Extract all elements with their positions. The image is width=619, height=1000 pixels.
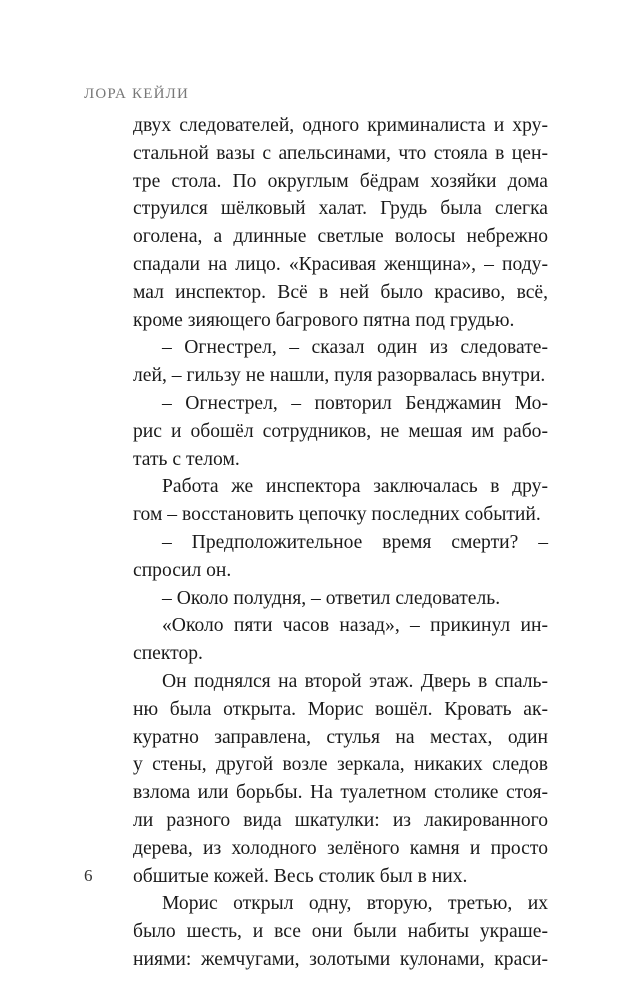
text-line: рис и обошёл сотрудников, не мешая им рабо-: [133, 420, 548, 442]
running-head-author: ЛОРА КЕЙЛИ: [84, 86, 190, 102]
text-line: «Около пяти часов назад», – прикинул ин-: [162, 615, 548, 637]
text-line: – Огнестрел, – сказал один из следовате-: [162, 337, 548, 359]
text-line: – Около полудня, – ответил следователь.: [162, 587, 501, 609]
text-line: двух следователей, одного криминалиста и хру-: [133, 115, 548, 136]
text-line: струился шёлковый халат. Грудь была слегка: [133, 198, 548, 220]
text-line: кроме зияющего багрового пятна под грудью.: [133, 309, 515, 331]
text-line: стальной вазы с апельсинами, что стояла в цен-: [133, 142, 548, 164]
text-line: взлома или борьбы. На туалетном столике стоя-: [133, 782, 548, 804]
text-line: ниями: жемчугами, золотыми кулонами, краси-: [133, 948, 548, 970]
text-line: дерева, из холодного зелёного камня и просто: [133, 837, 548, 859]
text-line: Морис открыл одну, вторую, третью, их: [162, 893, 548, 915]
text-line: мал инспектор. Всё в ней было красиво, всё,: [133, 281, 548, 303]
text-line: куратно заправлена, стулья на местах, один: [133, 726, 548, 748]
page-number: 6: [84, 866, 93, 885]
text-line: – Огнестрел, – повторил Бенджамин Мо-: [162, 392, 548, 414]
text-line: у стены, другой возле зеркала, никаких следов: [133, 754, 548, 776]
text-line: тать с телом.: [133, 448, 240, 470]
text-line: ли разного вида шкатулки: из лакированного: [133, 809, 548, 831]
text-line: ню была открыта. Морис вошёл. Кровать ак-: [133, 698, 548, 720]
text-line: Он поднялся на второй этаж. Дверь в спаль-: [162, 670, 548, 692]
text-line: спросил он.: [133, 559, 232, 581]
text-line: спадали на лицо. «Красивая женщина», – поду-: [133, 253, 548, 275]
text-line: лей, – гильзу не нашли, пуля разорвалась внутри.: [133, 365, 546, 387]
text-line: тре стола. По округлым бёдрам хозяйки дома: [133, 170, 548, 192]
text-line: – Предположительное время смерти? –: [162, 531, 548, 553]
text-line: гом – восстановить цепочку последних событий.: [133, 504, 541, 526]
text-line: спектор.: [133, 643, 203, 665]
text-line: было шесть, и все они были набиты украше-: [133, 921, 548, 943]
text-line: оголена, а длинные светлые волосы небрежно: [133, 226, 548, 248]
text-line: обшитые кожей. Весь столик был в них.: [133, 865, 468, 887]
body-text: [133, 112, 548, 974]
text-line: Работа же инспектора заключалась в дру-: [162, 476, 548, 498]
